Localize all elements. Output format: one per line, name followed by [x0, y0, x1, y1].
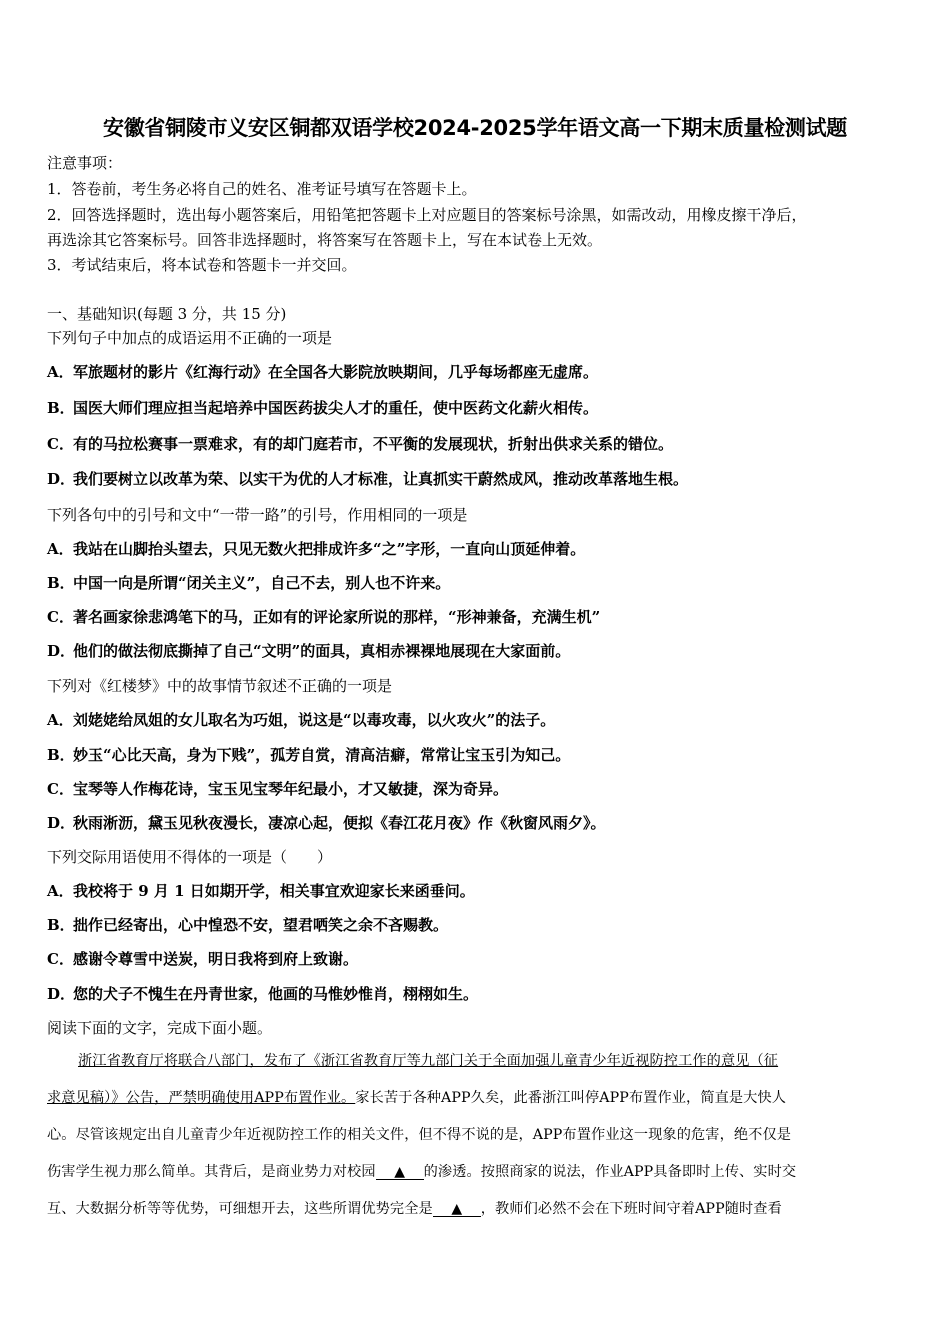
notice-item: 3．考试结束后，将本试卷和答题卡一并交回。: [47, 256, 357, 274]
option-letter: B．: [47, 399, 75, 417]
option-letter: C．: [47, 780, 74, 798]
option-text: 军旅题材的影片《红海行动》在全国各大影院放映期间，几乎每场都座无虚席。: [73, 363, 599, 381]
notice-item: 2．回答选择题时，选出每小题答案后，用铅笔把答题卡上对应题目的答案标号涂黑，如需改动，用橡皮擦干净后，: [47, 206, 807, 224]
option-row: [47, 709, 907, 730]
option-text: 有的马拉松赛事一票难求，有的却门庭若市，不平衡的发展现状，折射出供求关系的错位。: [73, 435, 674, 453]
option-row: [47, 948, 907, 969]
passage-text: 家长苦于各种APP久矣，此番浙江叫停APP布置作业，简直是大快人: [355, 1090, 787, 1106]
option-row: [47, 468, 907, 489]
option-letter: C．: [47, 950, 74, 968]
option-row: [47, 983, 907, 1004]
option-text: 中国一向是所谓“闭关主义”，自己不去，别人也不许来。: [73, 574, 451, 592]
answer-blank: ▲: [433, 1202, 481, 1217]
option-row: [47, 433, 907, 454]
passage-underlined: 浙江省教育厅将联合八部门，发布了《浙江省教育厅等九部门关于全面加强儿童青少年近视防控工作的意见（征: [78, 1053, 779, 1069]
option-letter: A．: [47, 711, 74, 729]
option-text: 刘姥姥给凤姐的女儿取名为巧姐，说这是“以毒攻毒，以火攻火”的法子。: [73, 711, 556, 729]
reading-instruction: 阅读下面的文字，完成下面小题。: [47, 1019, 273, 1037]
question-stem: 下列对《红楼梦》中的故事情节叙述不正确的一项是: [47, 677, 393, 695]
passage-line: 心。尽管该规定出自儿童青少年近视防控工作的相关文件，但不得不说的是，APP布置作业这一现象的危害，绝不仅是: [47, 1127, 792, 1143]
option-letter: D．: [47, 470, 76, 488]
option-letter: A．: [47, 363, 74, 381]
option-letter: D．: [47, 642, 76, 660]
passage-line: [47, 1161, 907, 1181]
option-row: [47, 914, 907, 935]
option-row: [47, 538, 907, 559]
option-row: [47, 880, 907, 901]
option-letter: D．: [47, 814, 76, 832]
option-text: 我校将于 9 月 1 日如期开学，相关事宜欢迎家长来函垂问。: [73, 882, 475, 900]
option-letter: B．: [47, 574, 75, 592]
option-letter: A．: [47, 882, 74, 900]
option-row: [47, 812, 907, 833]
passage-text: ，教师们必然不会在下班时间守着APP随时查看: [480, 1201, 782, 1217]
option-text: 我们要树立以改革为荣、以实干为优的人才标准，让真抓实干蔚然成风，推动改革落地生根。: [73, 470, 689, 488]
option-row: [47, 397, 907, 418]
option-row: [47, 778, 907, 799]
option-row: [47, 572, 907, 593]
option-text: 妙玉“心比天高，身为下贱”，孤芳自赏，清高洁癖，常常让宝玉引为知己。: [73, 746, 571, 764]
passage-text: 互、大数据分析等等优势，可细想开去，这些所谓优势完全是: [47, 1201, 433, 1217]
option-row: [47, 640, 907, 661]
option-letter: B．: [47, 746, 75, 764]
passage-text: 伤害学生视力那么简单。其背后，是商业势力对校园: [47, 1164, 376, 1180]
option-letter: A．: [47, 540, 74, 558]
option-text: 感谢令尊雪中送炭，明日我将到府上致谢。: [73, 950, 359, 968]
question-stem: 下列交际用语使用不得体的一项是（ ）: [47, 848, 333, 866]
question-stem: 下列各句中的引号和文中“一带一路”的引号，作用相同的一项是: [47, 506, 468, 524]
option-row: [47, 606, 907, 627]
passage-text: 的渗透。按照商家的说法，作业APP具备即时上传、实时交: [423, 1164, 797, 1180]
notice-heading: 注意事项：: [47, 154, 123, 172]
passage-line: [78, 1050, 908, 1070]
passage-line: [47, 1087, 907, 1107]
option-letter: B．: [47, 916, 75, 934]
option-letter: C．: [47, 608, 74, 626]
option-row: [47, 361, 907, 382]
passage-line: [47, 1198, 907, 1218]
option-text: 我站在山脚抬头望去，只见无数火把排成许多“之”字形，一直向山顶延伸着。: [73, 540, 586, 558]
question-stem: 下列句子中加点的成语运用不正确的一项是: [47, 329, 333, 347]
option-text: 您的犬子不愧生在丹青世家，他画的马惟妙惟肖，栩栩如生。: [73, 985, 479, 1003]
option-text: 他们的做法彻底撕掉了自己“文明”的面具，真相赤裸裸地展现在大家面前。: [73, 642, 571, 660]
option-text: 国医大师们理应担当起培养中国医药拔尖人才的重任，使中医药文化薪火相传。: [73, 399, 599, 417]
option-letter: D．: [47, 985, 76, 1003]
option-letter: C．: [47, 435, 74, 453]
option-text: 宝琴等人作梅花诗，宝玉见宝琴年纪最小，才又敏捷，深为奇异。: [73, 780, 509, 798]
exam-title: 安徽省铜陵市义安区铜都双语学校2024-2025学年语文高一下期末质量检测试题: [103, 116, 847, 140]
option-text: 著名画家徐悲鸿笔下的马，正如有的评论家所说的那样，“形神兼备，充满生机”: [73, 608, 601, 626]
option-row: [47, 744, 907, 765]
passage-underlined: 求意见稿）》公告，严禁明确使用APP布置作业。: [47, 1090, 356, 1106]
option-text: 拙作已经寄出，心中惶恐不安，望君哂笑之余不吝赐教。: [73, 916, 449, 934]
option-text: 秋雨淅沥，黛玉见秋夜漫长，凄凉心起，便拟《春江花月夜》作《秋窗风雨夕》。: [73, 814, 606, 832]
answer-blank: ▲: [376, 1165, 424, 1180]
notice-item: 再选涂其它答案标号。回答非选择题时，将答案写在答题卡上，写在本试卷上无效。: [47, 231, 603, 249]
section-heading: 一、基础知识(每题 3 分，共 15 分): [47, 305, 287, 323]
notice-item: 1．答卷前，考生务必将自己的姓名、准考证号填写在答题卡上。: [47, 180, 477, 198]
